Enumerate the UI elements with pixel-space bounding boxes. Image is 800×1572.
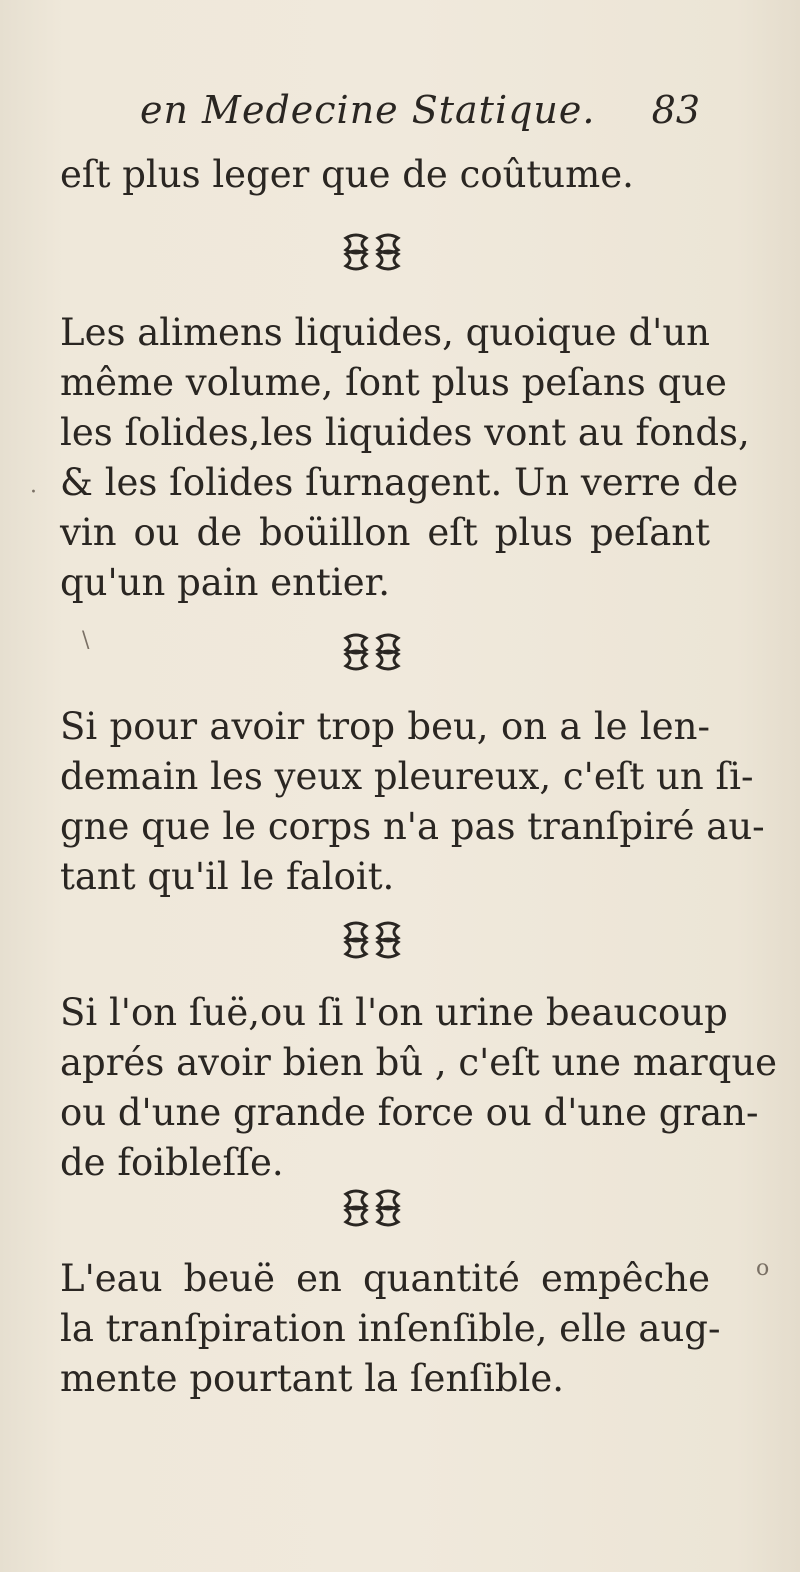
text-line: même volume, ſont plus peſans que [60, 361, 727, 404]
text-line: & les ſolides ſurnagent. Un verre de [60, 461, 739, 504]
text-line: la tranſpiration inſenſible, elle aug- [60, 1307, 721, 1350]
text-line: qu'un pain entier. [60, 561, 390, 604]
text-line: aprés avoir bien bû , c'eſt une marque [60, 1041, 778, 1084]
running-header [140, 88, 700, 148]
margin-mark: · [30, 480, 37, 505]
running-title: en Medecine Statique. [140, 88, 596, 132]
margin-mark: \ [82, 628, 90, 653]
text-line: L'eau beuë en quantité empêche [60, 1257, 710, 1300]
fleuron-ornament-icon [340, 630, 404, 672]
page-number: 83 [651, 88, 700, 132]
text-line: ou d'une grande force ou d'une gran- [60, 1091, 759, 1134]
text-line: vin ou de boüillon eſt plus peſant [60, 511, 710, 554]
text-line: eſt plus leger que de coûtume. [60, 153, 634, 196]
text-line: demain les yeux pleureux, c'eſt un ſi- [60, 755, 754, 798]
margin-mark: o [756, 1256, 770, 1281]
fleuron-ornament-icon [340, 230, 404, 272]
text-line: tant qu'il le faloit. [60, 855, 395, 898]
text-line: mente pourtant la ſenſible. [60, 1357, 564, 1400]
text-line: Si pour avoir trop beu, on a le len- [60, 705, 710, 748]
fleuron-ornament-icon [340, 918, 404, 960]
fleuron-ornament-icon [340, 1186, 404, 1228]
text-line: Les alimens liquides, quoique d'un [60, 311, 710, 354]
text-line: gne que le corps n'a pas tranſpiré au- [60, 805, 765, 848]
text-line: les ſolides,les liquides vont au fonds, [60, 411, 750, 454]
text-line: de foibleſſe. [60, 1141, 284, 1184]
text-line: Si l'on ſuë,ou ſi l'on urine beaucoup [60, 991, 728, 1034]
